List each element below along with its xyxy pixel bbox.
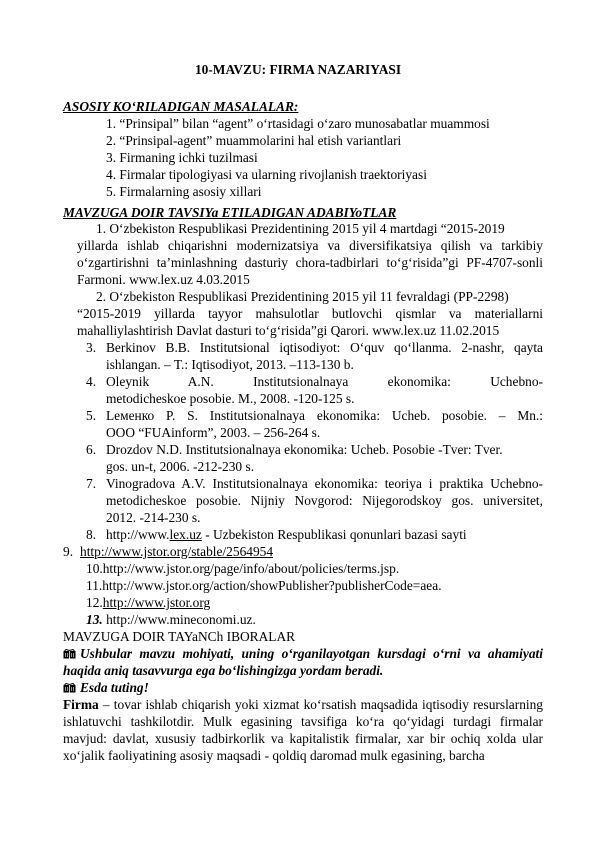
note-line <box>63 679 149 696</box>
jstor-stable-link[interactable]: http://www.jstor.org/stable/2564954 <box>80 544 274 559</box>
reference-text: - Uzbekiston Respublikasi qonunlari bazasi sayti <box>201 527 467 542</box>
reference-line <box>86 594 210 611</box>
reference-line <box>106 526 467 543</box>
definition-line: mavjud: davlat, xususiy tadbirkorlik va kapitalistik firmalar, xar bir ochiq xolda ular <box>63 731 543 746</box>
reference-line: “2015-2019 yillarda tayyor mahsulotlar butlovchi qismlar va materiallarni <box>77 306 543 321</box>
page-title: 10-MAVZU: FIRMA NAZARIYASI <box>194 62 402 77</box>
reference-line: metodicheskoe posobie. M., 2008. -120-125 s. <box>106 391 355 406</box>
note-text: Esda tuting! <box>80 680 149 695</box>
reference-text: http://www. <box>106 527 170 542</box>
reference-number: 3. <box>86 340 97 355</box>
reference-line: 2. O‘zbekiston Respublikasi Prezidentining 2015 yil 11 fevraldagi (PP-2298) <box>96 289 509 304</box>
reference-text: http://www.mineconomi.uz. <box>102 612 256 627</box>
jstor-link[interactable]: http://www.jstor.org <box>102 595 211 610</box>
reference-line: Vinogradova A.V. Institutsionalnaya ekonomika: teoriya i praktika Uchebno- <box>106 476 543 491</box>
book-icon <box>63 683 76 693</box>
issue-item: 3. Firmaning ichki tuzilmasi <box>106 150 258 165</box>
reference-line: 11.http://www.jstor.org/action/showPublisher?publisherCode=aea. <box>86 578 442 593</box>
issue-item: 1. “Prinsipal” bilan “agent” o‘rtasidagi o‘zaro munosabatlar muammosi <box>106 116 490 131</box>
section-heading-terms: MAVZUGA DOIR TAYaNCh IBORALAR <box>63 629 296 644</box>
definition-line: ishlatuvchi tashkilotdir. Mulk egasining tavsifiga ko‘ra qo‘yidagi turdagi firmalar <box>63 714 543 729</box>
lex-uz-link[interactable]: lex.uz <box>169 527 202 542</box>
reference-number: 5. <box>86 408 97 423</box>
intro-text: Ushbular mavzu mohiyati, uning o‘rganilayotgan kursdagi o‘rni va ahamiyati <box>80 646 543 661</box>
issue-item: 4. Firmalar tipologiyasi va ularning rivojlanish traektoriyasi <box>106 167 427 182</box>
reference-line: 10.http://www.jstor.org/page/info/about/policies/terms.jsp. <box>86 561 400 576</box>
reference-number: 7. <box>86 476 97 491</box>
book-icon <box>63 649 76 659</box>
issue-item: 5. Firmalarning asosiy xillari <box>106 184 262 199</box>
reference-line: Drozdov N.D. Institutsionalnaya ekonomika: Ucheb. Posobie -Tver: Tver. <box>106 442 503 457</box>
reference-line: OOO “FUAinform”, 2003. – 256-264 s. <box>106 425 321 440</box>
intro-line <box>63 645 543 662</box>
reference-line: 1. O‘zbekiston Respublikasi Prezidentining 2015 yil 4 martdagi “2015-2019 <box>96 221 505 236</box>
reference-number: 13. <box>86 612 103 627</box>
reference-line: Berkinov B.B. Institutsional iqtisodiyot: O‘quv qo‘llanma. 2-nashr, qayta <box>106 340 543 355</box>
definition-text: – tovar ishlab chiqarish yoki xizmat ko‘rsatish maqsadida iqtisodiy resurslarning <box>98 697 543 712</box>
reference-number: 12. <box>86 595 103 610</box>
intro-line: haqida aniq tasavvurga ega bo‘lishingizga yordam beradi. <box>63 663 384 678</box>
section-heading-issues: ASOSIY KO‘RILADIGAN MASALALAR: <box>63 99 299 114</box>
reference-line: Farmoni. www.lex.uz 4.03.2015 <box>77 272 250 287</box>
reference-line: o‘zgartirishni ta’minlashning dasturiy chora-tadbirlari to‘g‘risida”gi PF-4707-sonli <box>77 255 543 270</box>
reference-line: ishlangan. – T.: Iqtisodiyot, 2013. –113-130 b. <box>106 357 354 372</box>
term-firma: Firma <box>63 697 99 712</box>
reference-line: 2012. -214-230 s. <box>106 510 201 525</box>
reference-line: Oleynik A.N. Institutsionalnaya ekonomika: Uchebno- <box>106 374 543 389</box>
issue-item: 2. “Prinsipal-agent” muammolarini hal etish variantlari <box>106 133 402 148</box>
reference-number: 8. <box>86 527 97 542</box>
reference-number: 9. <box>63 544 74 559</box>
reference-number: 4. <box>86 374 97 389</box>
definition-line: xo‘jalik faoliyatining asosiy maqsadi - qoldiq daromad mulk egasining, barcha <box>63 748 485 763</box>
reference-line: gos. un-t, 2006. -212-230 s. <box>106 459 255 474</box>
reference-line: Lеменко P. S. Institutsionalnaya ekonomika: Ucheb. posobie. – Mn.: <box>106 408 543 423</box>
reference-line: yillarda ishlab chiqarishni modernizatsiya va diversifikatsiya qilish va tarkibiy <box>77 238 543 253</box>
reference-line: mahalliylashtirish Davlat dasturi to‘g‘risida”gi Qarori. www.lex.uz 11.02.2015 <box>77 323 500 338</box>
section-heading-literature: MAVZUGA DOIR TAVSIYa ETILADIGAN ADABIYoTLAR <box>63 205 397 220</box>
reference-line <box>86 611 256 628</box>
definition-line <box>63 696 543 713</box>
reference-number: 6. <box>86 442 97 457</box>
reference-line: metodicheskoe posobie. Nijniy Novgorod: Nijegorodskoy gos. universitet, <box>106 493 543 508</box>
